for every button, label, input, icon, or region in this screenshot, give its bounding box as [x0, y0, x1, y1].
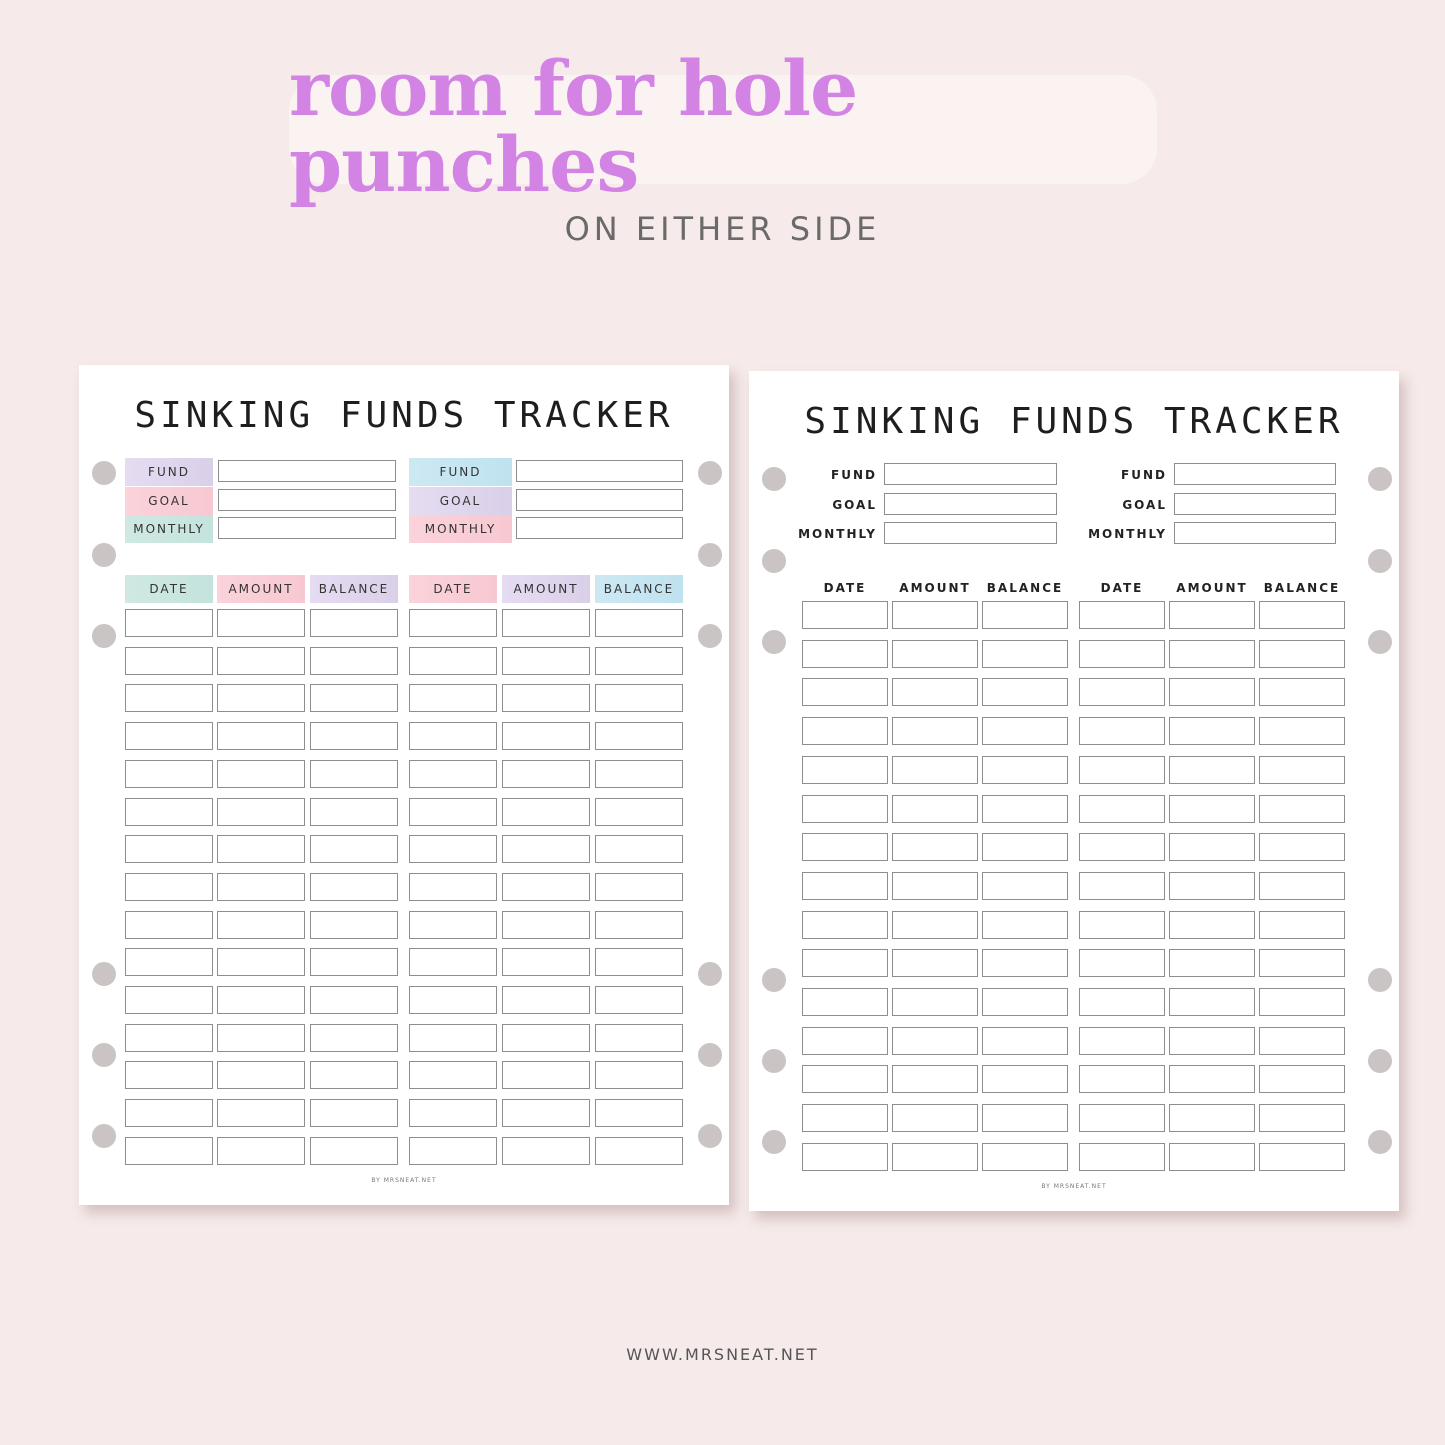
table-cell[interactable]	[125, 1137, 213, 1165]
table-cell[interactable]	[125, 684, 213, 712]
table-cell[interactable]	[892, 678, 978, 706]
table-cell[interactable]	[502, 1061, 590, 1089]
fund-field[interactable]	[1174, 463, 1336, 485]
website-url: WWW.MRSNEAT.NET	[626, 1345, 819, 1364]
table-cell[interactable]	[310, 684, 398, 712]
punch-hole	[92, 1043, 116, 1067]
table-cell[interactable]	[595, 609, 683, 637]
table-cell[interactable]	[1169, 795, 1255, 823]
fund-field[interactable]	[1174, 493, 1336, 515]
table-cell[interactable]	[409, 684, 497, 712]
table-cell[interactable]	[125, 873, 213, 901]
table-cell[interactable]	[892, 756, 978, 784]
table-cell[interactable]	[217, 1099, 305, 1127]
table-cell[interactable]	[502, 760, 590, 788]
table-cell[interactable]	[217, 722, 305, 750]
table-cell[interactable]	[892, 949, 978, 977]
table-cell[interactable]	[892, 640, 978, 668]
table-cell[interactable]	[125, 948, 213, 976]
column-header: DATE	[125, 575, 213, 603]
table-cell[interactable]	[409, 1061, 497, 1089]
punch-hole	[698, 962, 722, 986]
table-cell[interactable]	[802, 988, 888, 1016]
column-header: AMOUNT	[217, 575, 305, 603]
table-cell[interactable]	[1259, 795, 1345, 823]
table-cell[interactable]	[802, 640, 888, 668]
table-cell[interactable]	[502, 873, 590, 901]
table-cell[interactable]	[125, 798, 213, 826]
punch-hole	[92, 543, 116, 567]
table-cell[interactable]	[595, 1061, 683, 1089]
table-cell[interactable]	[982, 1143, 1068, 1171]
table-cell[interactable]	[892, 1065, 978, 1093]
column-header: BALANCE	[310, 575, 398, 603]
table-cell[interactable]	[892, 795, 978, 823]
punch-hole	[1368, 467, 1392, 491]
table-cell[interactable]	[1169, 1143, 1255, 1171]
subheadline: ON EITHER SIDE	[564, 210, 881, 248]
column-header: BALANCE	[986, 581, 1064, 595]
column-header: AMOUNT	[899, 581, 971, 595]
table-cell[interactable]	[125, 1061, 213, 1089]
table-cell[interactable]	[1259, 1143, 1345, 1171]
table-cell[interactable]	[502, 1024, 590, 1052]
table-cell[interactable]	[595, 684, 683, 712]
fund-label: FUND	[125, 458, 213, 486]
table-cell[interactable]	[982, 1065, 1068, 1093]
table-cell[interactable]	[1079, 1104, 1165, 1132]
table-cell[interactable]	[502, 609, 590, 637]
table-cell[interactable]	[1259, 949, 1345, 977]
table-cell[interactable]	[217, 1061, 305, 1089]
table-cell[interactable]	[1079, 911, 1165, 939]
table-cell[interactable]	[802, 795, 888, 823]
table-cell[interactable]	[502, 722, 590, 750]
table-cell[interactable]	[125, 1099, 213, 1127]
table-cell[interactable]	[1259, 601, 1345, 629]
table-cell[interactable]	[982, 1027, 1068, 1055]
column-header: DATE	[1100, 581, 1144, 595]
fund-field[interactable]	[516, 460, 683, 482]
table-cell[interactable]	[595, 1024, 683, 1052]
table-cell[interactable]	[982, 756, 1068, 784]
table-cell[interactable]	[1169, 601, 1255, 629]
fund-label: MONTHLY	[1088, 527, 1167, 541]
table-cell[interactable]	[892, 1143, 978, 1171]
table-cell[interactable]	[982, 795, 1068, 823]
table-cell[interactable]	[409, 911, 497, 939]
table-cell[interactable]	[1079, 949, 1165, 977]
table-cell[interactable]	[409, 948, 497, 976]
fund-label: MONTHLY	[125, 515, 213, 543]
table-cell[interactable]	[1169, 988, 1255, 1016]
fund-label: MONTHLY	[798, 527, 877, 541]
table-cell[interactable]	[502, 911, 590, 939]
table-cell[interactable]	[409, 873, 497, 901]
table-cell[interactable]	[1259, 640, 1345, 668]
table-cell[interactable]	[1169, 678, 1255, 706]
table-cell[interactable]	[1259, 833, 1345, 861]
table-cell[interactable]	[1259, 1065, 1345, 1093]
table-cell[interactable]	[409, 722, 497, 750]
table-cell[interactable]	[1259, 911, 1345, 939]
table-cell[interactable]	[892, 833, 978, 861]
table-cell[interactable]	[892, 988, 978, 1016]
table-cell[interactable]	[409, 1099, 497, 1127]
table-cell[interactable]	[982, 833, 1068, 861]
table-cell[interactable]	[982, 911, 1068, 939]
table-cell[interactable]	[1169, 911, 1255, 939]
table-cell[interactable]	[125, 609, 213, 637]
table-cell[interactable]	[892, 872, 978, 900]
table-cell[interactable]	[502, 1099, 590, 1127]
table-cell[interactable]	[125, 647, 213, 675]
punch-hole	[92, 1124, 116, 1148]
punch-hole	[1368, 968, 1392, 992]
table-cell[interactable]	[1169, 1065, 1255, 1093]
page-title: SINKING FUNDS TRACKER	[804, 401, 1344, 442]
fund-field[interactable]	[516, 517, 683, 539]
table-cell[interactable]	[1169, 833, 1255, 861]
punch-hole	[92, 461, 116, 485]
table-cell[interactable]	[125, 760, 213, 788]
fund-field[interactable]	[218, 517, 396, 539]
table-cell[interactable]	[802, 1027, 888, 1055]
table-cell[interactable]	[409, 798, 497, 826]
punch-hole	[92, 624, 116, 648]
table-cell[interactable]	[595, 1137, 683, 1165]
table-cell[interactable]	[310, 1024, 398, 1052]
table-cell[interactable]	[1079, 1027, 1165, 1055]
table-cell[interactable]	[409, 647, 497, 675]
table-cell[interactable]	[595, 986, 683, 1014]
table-cell[interactable]	[125, 911, 213, 939]
table-cell[interactable]	[802, 678, 888, 706]
table-cell[interactable]	[1259, 1104, 1345, 1132]
fund-label: FUND	[1121, 468, 1167, 482]
page-title: SINKING FUNDS TRACKER	[134, 395, 674, 436]
page-credit: BY MRSNEAT.NET	[371, 1177, 437, 1184]
punch-hole	[762, 968, 786, 992]
table-cell[interactable]	[502, 798, 590, 826]
table-cell[interactable]	[595, 835, 683, 863]
table-cell[interactable]	[217, 760, 305, 788]
table-cell[interactable]	[310, 986, 398, 1014]
table-cell[interactable]	[1259, 717, 1345, 745]
table-cell[interactable]	[982, 988, 1068, 1016]
table-cell[interactable]	[310, 873, 398, 901]
table-cell[interactable]	[982, 678, 1068, 706]
table-cell[interactable]	[1169, 756, 1255, 784]
table-cell[interactable]	[802, 949, 888, 977]
table-cell[interactable]	[802, 872, 888, 900]
table-cell[interactable]	[982, 640, 1068, 668]
table-cell[interactable]	[802, 756, 888, 784]
punch-hole	[92, 962, 116, 986]
table-cell[interactable]	[892, 601, 978, 629]
table-cell[interactable]	[1169, 872, 1255, 900]
headline: room for hole punches	[289, 43, 858, 209]
table-cell[interactable]	[217, 835, 305, 863]
table-cell[interactable]	[802, 911, 888, 939]
column-header: AMOUNT	[502, 575, 590, 603]
punch-hole	[698, 1124, 722, 1148]
table-cell[interactable]	[1079, 717, 1165, 745]
fund-label: MONTHLY	[409, 515, 512, 543]
punch-hole	[698, 624, 722, 648]
table-cell[interactable]	[409, 1024, 497, 1052]
table-cell[interactable]	[409, 1137, 497, 1165]
page-credit: BY MRSNEAT.NET	[1041, 1183, 1107, 1190]
table-cell[interactable]	[1169, 717, 1255, 745]
fund-field[interactable]	[884, 463, 1057, 485]
headline-banner	[289, 43, 1157, 209]
table-cell[interactable]	[802, 717, 888, 745]
table-cell[interactable]	[310, 911, 398, 939]
table-cell[interactable]	[1079, 601, 1165, 629]
fund-label: GOAL	[1122, 498, 1167, 512]
table-cell[interactable]	[982, 717, 1068, 745]
table-cell[interactable]	[502, 684, 590, 712]
punch-hole	[1368, 549, 1392, 573]
fund-label: GOAL	[125, 487, 213, 515]
table-cell[interactable]	[982, 949, 1068, 977]
table-cell[interactable]	[1079, 988, 1165, 1016]
fund-label: FUND	[831, 468, 877, 482]
fund-field[interactable]	[218, 489, 396, 511]
table-cell[interactable]	[502, 835, 590, 863]
punch-hole	[698, 543, 722, 567]
punch-hole	[1368, 1130, 1392, 1154]
table-cell[interactable]	[310, 609, 398, 637]
table-cell[interactable]	[125, 1024, 213, 1052]
table-cell[interactable]	[1169, 1027, 1255, 1055]
table-cell[interactable]	[310, 1061, 398, 1089]
fund-field[interactable]	[1174, 522, 1336, 544]
table-cell[interactable]	[1169, 640, 1255, 668]
table-cell[interactable]	[310, 647, 398, 675]
table-cell[interactable]	[217, 609, 305, 637]
table-cell[interactable]	[1079, 872, 1165, 900]
table-cell[interactable]	[310, 722, 398, 750]
table-cell[interactable]	[802, 833, 888, 861]
punch-hole	[1368, 630, 1392, 654]
table-cell[interactable]	[217, 1024, 305, 1052]
table-cell[interactable]	[892, 1104, 978, 1132]
punch-hole	[762, 1130, 786, 1154]
fund-field[interactable]	[218, 460, 396, 482]
punch-hole	[762, 630, 786, 654]
punch-hole	[698, 461, 722, 485]
fund-label: FUND	[409, 458, 512, 486]
fund-field[interactable]	[884, 493, 1057, 515]
table-cell[interactable]	[982, 1104, 1068, 1132]
table-cell[interactable]	[310, 1137, 398, 1165]
table-cell[interactable]	[1079, 1065, 1165, 1093]
table-cell[interactable]	[1259, 1027, 1345, 1055]
punch-hole	[762, 549, 786, 573]
table-cell[interactable]	[1259, 988, 1345, 1016]
table-cell[interactable]	[502, 1137, 590, 1165]
planner-page-plain	[749, 371, 1399, 1211]
table-cell[interactable]	[502, 647, 590, 675]
table-cell[interactable]	[892, 717, 978, 745]
table-cell[interactable]	[595, 911, 683, 939]
table-cell[interactable]	[217, 986, 305, 1014]
table-cell[interactable]	[409, 760, 497, 788]
column-header: DATE	[409, 575, 497, 603]
table-cell[interactable]	[217, 798, 305, 826]
table-cell[interactable]	[1079, 640, 1165, 668]
table-cell[interactable]	[595, 722, 683, 750]
table-cell[interactable]	[982, 601, 1068, 629]
table-cell[interactable]	[125, 722, 213, 750]
table-cell[interactable]	[409, 986, 497, 1014]
table-cell[interactable]	[802, 1065, 888, 1093]
table-cell[interactable]	[1259, 872, 1345, 900]
table-cell[interactable]	[217, 684, 305, 712]
table-cell[interactable]	[595, 873, 683, 901]
column-header: BALANCE	[595, 575, 683, 603]
column-header: BALANCE	[1263, 581, 1341, 595]
table-cell[interactable]	[1079, 1143, 1165, 1171]
table-cell[interactable]	[595, 647, 683, 675]
fund-label: GOAL	[832, 498, 877, 512]
table-cell[interactable]	[1169, 1104, 1255, 1132]
punch-hole	[1368, 1049, 1392, 1073]
table-cell[interactable]	[802, 1143, 888, 1171]
table-cell[interactable]	[125, 835, 213, 863]
table-cell[interactable]	[310, 835, 398, 863]
fund-field[interactable]	[884, 522, 1057, 544]
table-cell[interactable]	[982, 872, 1068, 900]
table-cell[interactable]	[217, 647, 305, 675]
table-cell[interactable]	[1169, 949, 1255, 977]
table-cell[interactable]	[1259, 678, 1345, 706]
fund-field[interactable]	[516, 489, 683, 511]
table-cell[interactable]	[502, 948, 590, 976]
table-cell[interactable]	[310, 1099, 398, 1127]
table-cell[interactable]	[1079, 678, 1165, 706]
table-cell[interactable]	[1079, 795, 1165, 823]
punch-hole	[698, 1043, 722, 1067]
table-cell[interactable]	[595, 760, 683, 788]
table-cell[interactable]	[409, 609, 497, 637]
table-cell[interactable]	[502, 986, 590, 1014]
table-cell[interactable]	[409, 835, 497, 863]
table-cell[interactable]	[595, 1099, 683, 1127]
table-cell[interactable]	[217, 948, 305, 976]
table-cell[interactable]	[802, 1104, 888, 1132]
table-cell[interactable]	[1079, 833, 1165, 861]
table-cell[interactable]	[217, 911, 305, 939]
table-cell[interactable]	[125, 986, 213, 1014]
column-header: AMOUNT	[1176, 581, 1248, 595]
table-cell[interactable]	[595, 798, 683, 826]
table-cell[interactable]	[802, 601, 888, 629]
table-cell[interactable]	[892, 911, 978, 939]
fund-label: GOAL	[409, 487, 512, 515]
table-cell[interactable]	[1079, 756, 1165, 784]
table-cell[interactable]	[217, 873, 305, 901]
table-cell[interactable]	[595, 948, 683, 976]
column-header: DATE	[823, 581, 867, 595]
table-cell[interactable]	[310, 798, 398, 826]
table-cell[interactable]	[310, 948, 398, 976]
table-cell[interactable]	[217, 1137, 305, 1165]
punch-hole	[762, 1049, 786, 1073]
table-cell[interactable]	[1259, 756, 1345, 784]
table-cell[interactable]	[892, 1027, 978, 1055]
planner-page-colored	[79, 365, 729, 1205]
table-cell[interactable]	[310, 760, 398, 788]
